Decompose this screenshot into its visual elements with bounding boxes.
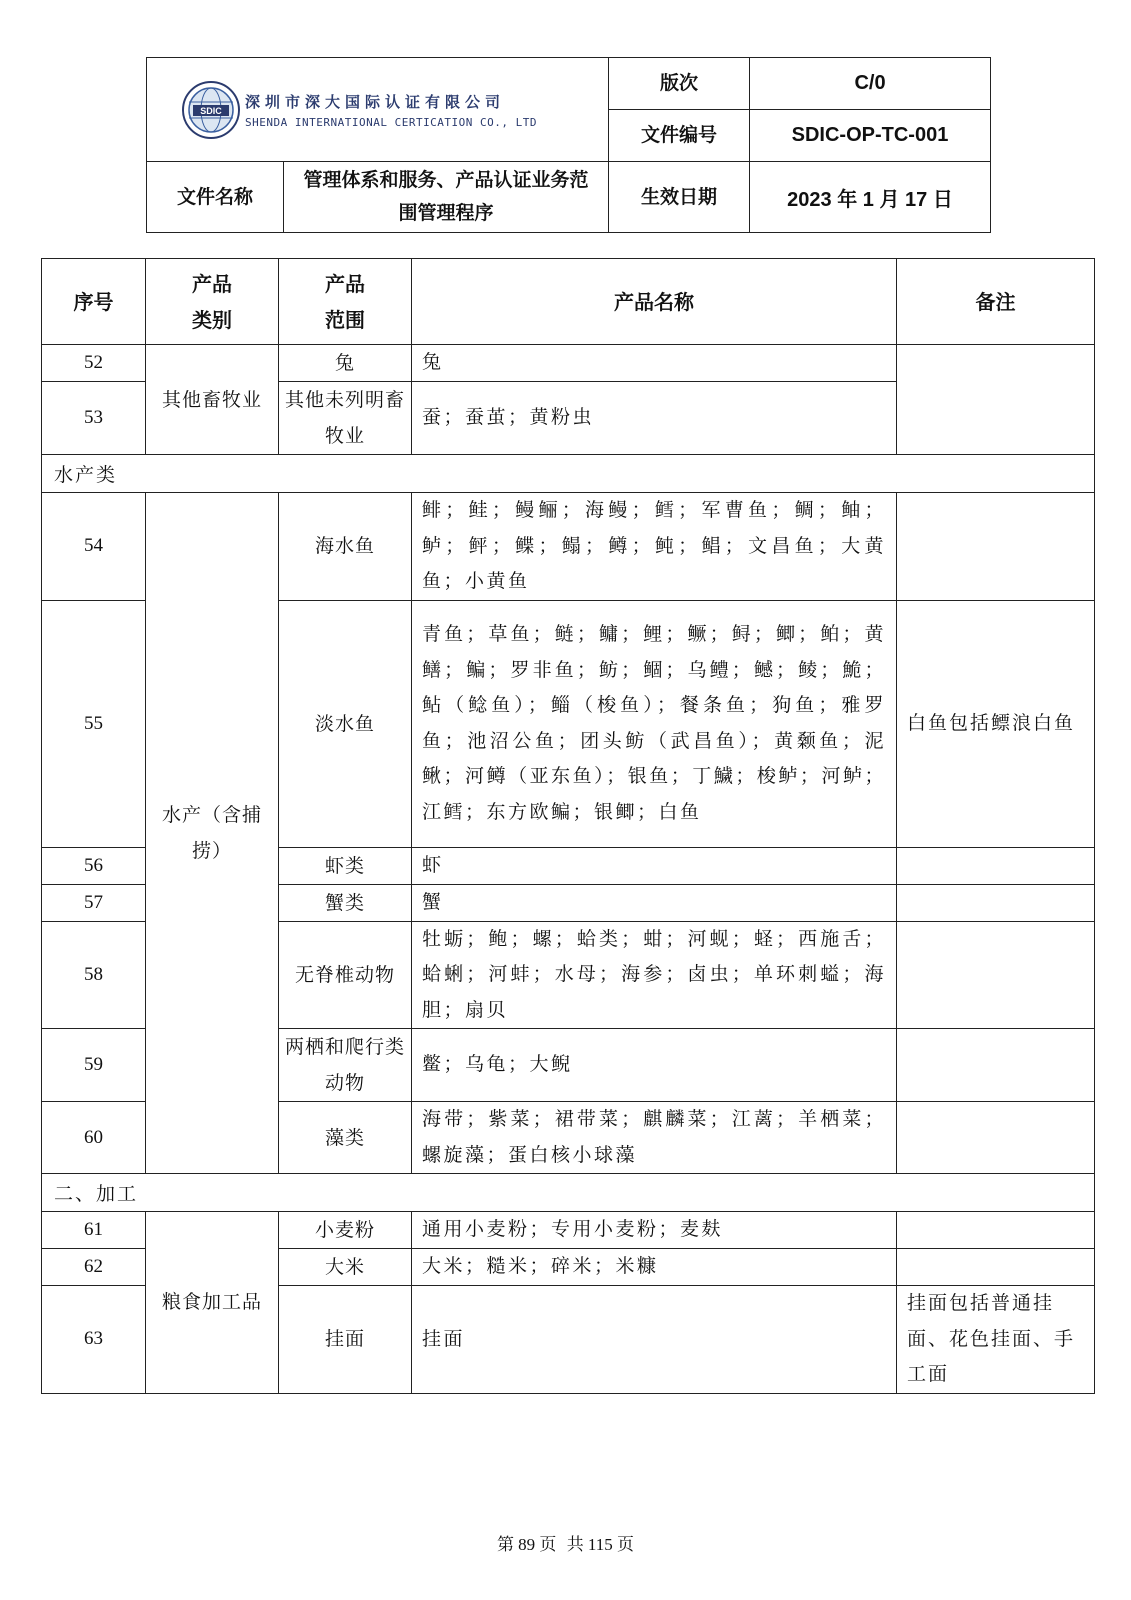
row-number: 60 [42, 1102, 146, 1174]
scope-cell: 小麦粉 [279, 1212, 412, 1249]
effective-date-label: 生效日期 [609, 162, 750, 233]
product-scope-table [41, 258, 1095, 1394]
section-row [42, 455, 1095, 493]
product-names-cell: 兔 [412, 345, 897, 382]
globe-logo-icon [181, 80, 241, 140]
row-number: 56 [42, 847, 146, 884]
document-number-label: 文件编号 [609, 110, 750, 162]
scope-cell: 大米 [279, 1249, 412, 1286]
row-number: 55 [42, 600, 146, 847]
row-number: 61 [42, 1212, 146, 1249]
logo-text: SDIC [200, 105, 222, 116]
scope-cell: 淡水鱼 [279, 600, 412, 847]
row-number: 62 [42, 1249, 146, 1286]
column-header-product-name: 产品名称 [412, 259, 897, 345]
page-number: 第 89 页 [496, 1535, 557, 1554]
document-number-value: SDIC-OP-TC-001 [750, 110, 991, 162]
section-row [42, 1174, 1095, 1212]
section-aquatic: 水产类 [42, 455, 1095, 493]
category-cell: 粮食加工品 [146, 1212, 279, 1394]
product-names-cell: 蚕；蚕茧；黄粉虫 [412, 382, 897, 455]
row-number: 53 [42, 382, 146, 455]
table-row [42, 1212, 1095, 1249]
table-row [42, 345, 1095, 382]
company-logo-block [147, 58, 609, 162]
remark-cell: 挂面包括普通挂面、花色挂面、手工面 [897, 1286, 1095, 1394]
company-name-en: SHENDA INTERNATIONAL CERTICATION CO., LTD [245, 115, 538, 129]
product-names-cell: 牡蛎；鲍；螺；蛤类；蚶；河蚬；蛏；西施舌；蛤蜊；河蚌；水母；海参；卤虫；单环刺螠；海胆；扇贝 [412, 921, 897, 1029]
remark-cell [897, 1212, 1095, 1249]
section-processing: 二、加工 [42, 1174, 1095, 1212]
scope-cell: 无脊椎动物 [279, 921, 412, 1029]
remark-cell [897, 1102, 1095, 1174]
category-cell: 水产（含捕捞） [146, 493, 279, 1174]
remark-cell [897, 345, 1095, 455]
row-number: 63 [42, 1286, 146, 1394]
row-number: 54 [42, 493, 146, 601]
product-names-cell: 青鱼；草鱼；鲢；鳙；鲤；鳜；鲟；鲫；鲌；黄鳝；鳊；罗非鱼；鲂；鲴；乌鳢；鳡；鲮；鮠；鲇（鲶鱼）；鲻（梭鱼）；餐条鱼；狗鱼；雅罗鱼；池沼公鱼；团头鲂（武昌鱼）；黄颡鱼；泥鳅；河鳟（亚东鱼）；银鱼；丁鱥；梭鲈；河鲈；江鳕；东方欧鳊；银鲫；白鱼 [412, 600, 897, 847]
effective-date-value: 2023 年 1 月 17 日 [750, 162, 991, 233]
product-names-cell: 鲱；鲑；鳗鲡；海鳗；鳕；军曹鱼；鲷；鲉；鲈；鲆；鲽；鳎；鳟；鲀；鲳；文昌鱼；大黄鱼；小黄鱼 [412, 493, 897, 601]
scope-cell: 兔 [279, 345, 412, 382]
scope-cell: 蟹类 [279, 884, 412, 921]
row-number: 57 [42, 884, 146, 921]
column-header-category: 产品 类别 [146, 259, 279, 345]
remark-cell [897, 1249, 1095, 1286]
product-names-cell: 虾 [412, 847, 897, 884]
row-number: 52 [42, 345, 146, 382]
scope-cell: 虾类 [279, 847, 412, 884]
remark-cell [897, 493, 1095, 601]
remark-cell [897, 884, 1095, 921]
product-names-cell: 大米；糙米；碎米；米糠 [412, 1249, 897, 1286]
column-header-scope: 产品 范围 [279, 259, 412, 345]
column-header-remark: 备注 [897, 259, 1095, 345]
column-header-no: 序号 [42, 259, 146, 345]
page-total: 共 115 页 [566, 1535, 635, 1554]
product-names-cell: 海带；紫菜；裙带菜；麒麟菜；江蓠；羊栖菜；螺旋藻；蛋白核小球藻 [412, 1102, 897, 1174]
row-number: 59 [42, 1029, 146, 1102]
product-names-cell: 挂面 [412, 1286, 897, 1394]
scope-cell: 藻类 [279, 1102, 412, 1174]
remark-cell [897, 847, 1095, 884]
remark-cell: 白鱼包括鳔浪白鱼 [897, 600, 1095, 847]
category-cell: 其他畜牧业 [146, 345, 279, 455]
product-names-cell: 通用小麦粉；专用小麦粉；麦麸 [412, 1212, 897, 1249]
version-label: 版次 [609, 58, 750, 110]
page-footer [0, 1530, 1131, 1555]
remark-cell [897, 1029, 1095, 1102]
product-names-cell: 蟹 [412, 884, 897, 921]
scope-cell: 其他未列明畜牧业 [279, 382, 412, 455]
table-row [42, 493, 1095, 601]
product-names-cell: 鳖；乌龟；大鲵 [412, 1029, 897, 1102]
scope-cell: 两栖和爬行类动物 [279, 1029, 412, 1102]
scope-cell: 海水鱼 [279, 493, 412, 601]
version-value: C/0 [750, 58, 991, 110]
company-name-cn: 深圳市深大国际认证有限公司 [245, 92, 506, 111]
remark-cell [897, 921, 1095, 1029]
row-number: 58 [42, 921, 146, 1029]
scope-cell: 挂面 [279, 1286, 412, 1394]
document-header [146, 57, 991, 233]
document-name-value: 管理体系和服务、产品认证业务范围管理程序 [284, 162, 609, 233]
document-name-label: 文件名称 [147, 162, 284, 233]
